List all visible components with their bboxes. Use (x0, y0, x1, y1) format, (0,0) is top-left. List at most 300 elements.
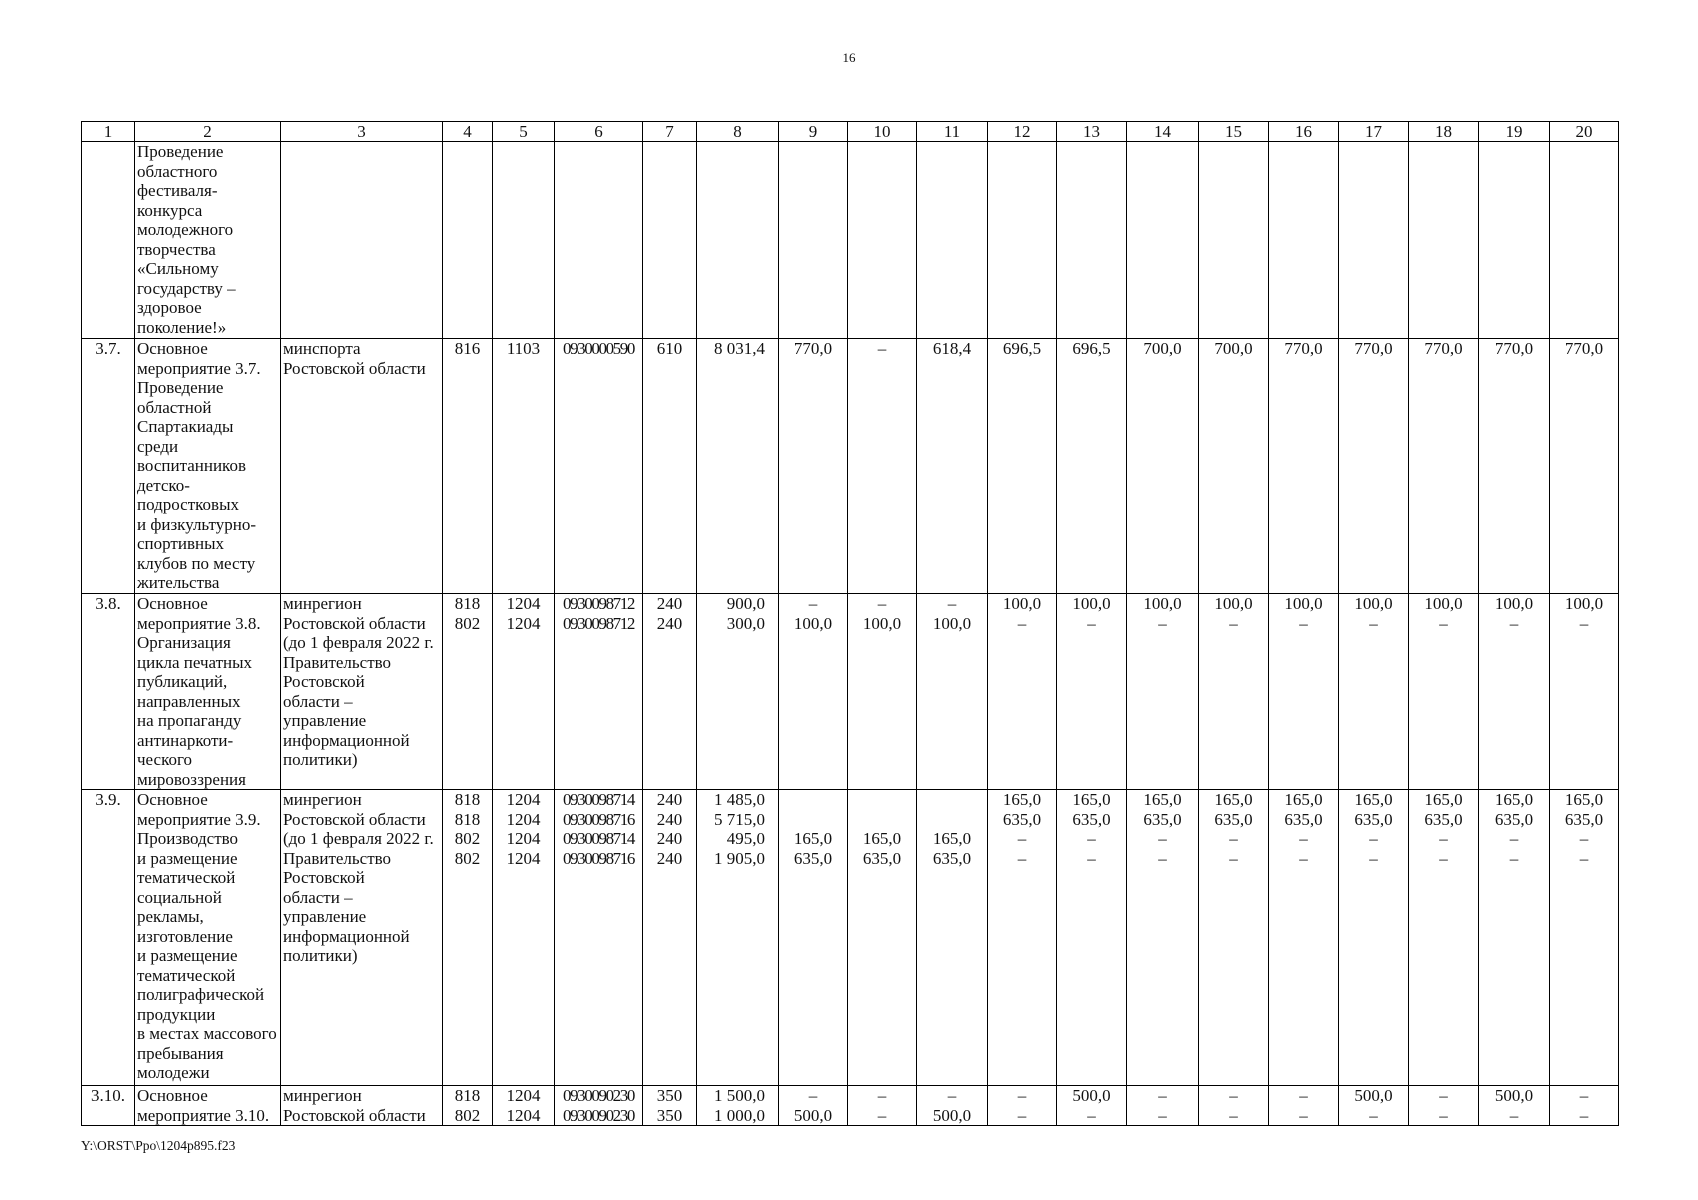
table-row (82, 1086, 1619, 1126)
cell-line: 100,0 (1564, 594, 1604, 613)
cell-col-10 (848, 142, 917, 339)
cell-line: 165,0 (793, 829, 833, 848)
cell-col-9 (779, 339, 848, 594)
cell-line: Ростовской области (283, 809, 426, 829)
cell-col-13 (1057, 790, 1127, 1086)
cell-col-1 (82, 1086, 135, 1126)
column-number-17: 17 (1339, 122, 1409, 142)
cell-line: 635,0 (1354, 809, 1393, 829)
column-number-18: 18 (1409, 122, 1479, 142)
cell-col-5 (493, 1086, 555, 1126)
cell-col-10 (848, 1086, 917, 1126)
cell-line: минспорта (283, 339, 361, 358)
cell-line: 3.8. (95, 594, 121, 613)
cell-col-7 (643, 594, 697, 790)
cell-line: Ростовской (283, 868, 365, 887)
cell-line: 0930098712 (562, 594, 634, 613)
cell-line: 100,0 (862, 613, 902, 633)
cell-line: – (877, 594, 887, 613)
cell-line: – (1579, 1105, 1589, 1125)
cell-line: фестиваля- (137, 181, 218, 200)
cell-line: и размещение (137, 946, 238, 965)
cell-line: 1204 (506, 1086, 541, 1105)
cell-col-4 (443, 339, 493, 594)
cell-col-20 (1550, 142, 1619, 339)
cell-line: Основное (137, 1086, 208, 1105)
cell-line: 100,0 (1284, 594, 1323, 613)
cell-line: 500,0 (793, 1105, 833, 1125)
cell-line: – (1229, 848, 1238, 868)
cell-line: – (1439, 829, 1448, 848)
cell-col-3 (281, 790, 443, 1086)
column-number-9: 9 (779, 122, 848, 142)
cell-line: – (1369, 1105, 1378, 1125)
cell-col-19 (1479, 1086, 1550, 1126)
cell-line: 1204 (506, 790, 541, 809)
column-number-15: 15 (1199, 122, 1269, 142)
cell-line: 1103 (506, 339, 541, 358)
cell-line: – (1229, 829, 1238, 848)
cell-col-2 (135, 142, 281, 339)
cell-col-10 (848, 594, 917, 790)
cell-line: Правительство (283, 848, 392, 868)
cell-line: мероприятие 3.10. (137, 1105, 270, 1125)
table-row (82, 594, 1619, 790)
cell-line: 165,0 (1564, 790, 1604, 809)
cell-col-18 (1409, 594, 1479, 790)
cell-line: минрегион (283, 790, 362, 809)
cell-col-1 (82, 142, 135, 339)
cell-col-8 (697, 142, 779, 339)
cell-line: – (1299, 829, 1308, 848)
cell-line: – (877, 1105, 887, 1125)
cell-col-11 (917, 1086, 988, 1126)
cell-col-14 (1127, 339, 1199, 594)
cell-line: клубов по месту (137, 553, 256, 573)
cell-line: 100,0 (1143, 594, 1182, 613)
cell-line: 3.9. (95, 790, 121, 809)
cell-line: Ростовской области (283, 358, 426, 378)
cell-col-17 (1339, 339, 1409, 594)
cell-line: – (1439, 1105, 1448, 1125)
table-body (82, 142, 1619, 1126)
cell-col-10 (848, 790, 917, 1086)
cell-line: 818 (454, 594, 481, 613)
cell-line: на пропаганду (137, 711, 242, 730)
cell-col-6 (555, 339, 643, 594)
cell-line: – (1158, 829, 1167, 848)
cell-col-17 (1339, 790, 1409, 1086)
cell-line: 5 715,0 (714, 809, 765, 829)
cell-line: 770,0 (1494, 339, 1534, 358)
cell-line: 500,0 (1072, 1086, 1111, 1105)
cell-line: – (1439, 848, 1448, 868)
cell-line: конкурса (137, 200, 203, 220)
cell-line: 3.10. (91, 1086, 125, 1105)
cell-col-16 (1269, 790, 1339, 1086)
cell-line: 1 000,0 (714, 1105, 765, 1125)
cell-line: области – (283, 887, 353, 907)
cell-line: – (1087, 1105, 1096, 1125)
column-number-3: 3 (281, 122, 443, 142)
cell-col-8 (697, 339, 779, 594)
cell-line: 0930098714 (562, 829, 634, 848)
cell-line: 240 (656, 829, 683, 848)
cell-col-2 (135, 594, 281, 790)
cell-col-15 (1199, 1086, 1269, 1126)
cell-line: 100,0 (1494, 594, 1534, 613)
cell-line: 165,0 (1002, 790, 1042, 809)
cell-line: – (1579, 848, 1589, 868)
cell-line: 0930090230 (562, 1105, 634, 1125)
cell-line: 165,0 (1494, 790, 1534, 809)
cell-line: Ростовской области (283, 613, 426, 633)
cell-col-11 (917, 594, 988, 790)
cell-col-18 (1409, 339, 1479, 594)
cell-line: рекламы, (137, 907, 204, 926)
cell-col-10 (848, 339, 917, 594)
cell-line: – (1369, 848, 1378, 868)
cell-line: управление (283, 711, 367, 730)
cell-line: – (1087, 613, 1096, 633)
cell-line: 1 905,0 (714, 848, 765, 868)
cell-col-4 (443, 142, 493, 339)
cell-line: 100,0 (1354, 594, 1393, 613)
cell-col-4 (443, 790, 493, 1086)
cell-line: ческого (137, 750, 193, 769)
cell-col-20 (1550, 594, 1619, 790)
cell-col-17 (1339, 1086, 1409, 1126)
cell-line: – (1299, 848, 1308, 868)
cell-line: молодежи (137, 1063, 210, 1082)
cell-line: Основное (137, 339, 208, 358)
cell-line: – (877, 339, 887, 358)
cell-line: – (1579, 613, 1589, 633)
cell-line: поколение!» (137, 317, 227, 337)
cell-line: 0930098716 (562, 848, 634, 868)
cell-line: 802 (454, 613, 481, 633)
cell-line (917, 810, 987, 830)
cell-line: – (1087, 829, 1096, 848)
cell-col-4 (443, 1086, 493, 1126)
cell-col-13 (1057, 1086, 1127, 1126)
cell-line: изготовление (137, 926, 233, 946)
table-row (82, 339, 1619, 594)
cell-col-6 (555, 594, 643, 790)
header-row (82, 122, 1619, 142)
cell-line: Проведение (137, 142, 224, 161)
cell-col-16 (1269, 339, 1339, 594)
cell-line: 0930090230 (562, 1086, 634, 1105)
cell-line: 100,0 (932, 613, 972, 633)
cell-line: 500,0 (1354, 1086, 1393, 1105)
cell-line: – (1369, 829, 1378, 848)
cell-line: – (947, 594, 957, 613)
cell-line: 300,0 (726, 613, 765, 633)
cell-line: 495,0 (726, 829, 765, 848)
cell-col-3 (281, 1086, 443, 1126)
cell-line: направленных (137, 691, 241, 711)
cell-col-9 (779, 790, 848, 1086)
cell-line (779, 790, 847, 810)
table-header (82, 122, 1619, 142)
cell-line: 635,0 (1002, 809, 1042, 829)
cell-col-13 (1057, 339, 1127, 594)
cell-line: 618,4 (932, 339, 972, 358)
cell-col-11 (917, 142, 988, 339)
column-number-10: 10 (848, 122, 917, 142)
cell-line: – (1229, 1105, 1238, 1125)
cell-line: – (1017, 829, 1027, 848)
cell-col-6 (555, 790, 643, 1086)
cell-col-7 (643, 1086, 697, 1126)
cell-col-13 (1057, 594, 1127, 790)
cell-line: – (1509, 829, 1519, 848)
cell-line: 610 (656, 339, 683, 358)
cell-col-20 (1550, 790, 1619, 1086)
cell-line: 1204 (506, 829, 541, 848)
cell-line: Ростовской области (283, 1105, 426, 1125)
cell-line: воспитанников (137, 456, 246, 475)
cell-line: – (877, 1086, 887, 1105)
cell-line: Спартакиады (137, 417, 234, 436)
cell-line: 696,5 (1002, 339, 1042, 358)
cell-line: 635,0 (1284, 809, 1323, 829)
cell-line: минрегион (283, 594, 362, 613)
cell-line: – (1158, 1105, 1167, 1125)
cell-line: здоровое (137, 298, 202, 317)
cell-line: 635,0 (1214, 809, 1253, 829)
cell-line: – (1017, 848, 1027, 868)
cell-col-14 (1127, 594, 1199, 790)
cell-col-19 (1479, 142, 1550, 339)
cell-col-2 (135, 1086, 281, 1126)
cell-line: спортивных (137, 534, 224, 553)
cell-line: – (1299, 1105, 1308, 1125)
cell-line: 100,0 (793, 613, 833, 633)
cell-col-16 (1269, 594, 1339, 790)
column-number-13: 13 (1057, 122, 1127, 142)
cell-line: управление (283, 907, 367, 926)
cell-line: – (1509, 848, 1519, 868)
cell-line: 802 (454, 848, 481, 868)
cell-line: 165,0 (1284, 790, 1323, 809)
cell-col-5 (493, 594, 555, 790)
cell-line: 240 (656, 848, 683, 868)
cell-line: 0930098712 (562, 613, 634, 633)
cell-line: 818 (454, 790, 481, 809)
cell-line: 165,0 (1143, 790, 1182, 809)
cell-line: – (808, 594, 818, 613)
cell-col-15 (1199, 594, 1269, 790)
cell-line: 165,0 (1072, 790, 1111, 809)
cell-line: 900,0 (726, 594, 765, 613)
cell-col-2 (135, 790, 281, 1086)
cell-line: тематической (137, 965, 236, 985)
cell-line: 3.7. (95, 339, 121, 358)
cell-col-12 (988, 594, 1057, 790)
cell-line: 100,0 (1002, 594, 1042, 613)
cell-line: 1204 (506, 848, 541, 868)
cell-col-8 (697, 594, 779, 790)
cell-line: Правительство (283, 652, 392, 672)
cell-col-7 (643, 339, 697, 594)
cell-col-2 (135, 339, 281, 594)
cell-line: среди (137, 436, 179, 456)
cell-col-8 (697, 790, 779, 1086)
cell-line: – (1439, 613, 1448, 633)
cell-line: в местах массового (137, 1024, 277, 1043)
cell-line: 1204 (506, 594, 541, 613)
column-number-16: 16 (1269, 122, 1339, 142)
cell-line: 635,0 (1564, 809, 1604, 829)
cell-line: 770,0 (1564, 339, 1604, 358)
column-number-14: 14 (1127, 122, 1199, 142)
cell-col-14 (1127, 1086, 1199, 1126)
cell-line: – (1509, 1105, 1519, 1125)
cell-line: Производство (137, 829, 239, 848)
cell-line (917, 790, 987, 810)
cell-line: 635,0 (1494, 809, 1534, 829)
cell-line: тематической (137, 868, 236, 887)
cell-line: – (1299, 613, 1308, 633)
cell-line: и физкультурно- (137, 514, 256, 534)
cell-line: 100,0 (1072, 594, 1111, 613)
cell-line: 635,0 (862, 848, 902, 868)
column-number-11: 11 (917, 122, 988, 142)
cell-col-7 (643, 142, 697, 339)
cell-col-5 (493, 790, 555, 1086)
cell-line: 165,0 (862, 829, 902, 848)
cell-line: – (1158, 1086, 1167, 1105)
cell-line: Ростовской (283, 672, 365, 691)
cell-col-12 (988, 790, 1057, 1086)
cell-line: продукции (137, 1004, 216, 1024)
cell-col-17 (1339, 142, 1409, 339)
cell-line: 240 (656, 594, 683, 613)
cell-col-14 (1127, 790, 1199, 1086)
cell-line: 500,0 (1494, 1086, 1534, 1105)
cell-line: 350 (656, 1105, 683, 1125)
cell-line: 770,0 (793, 339, 833, 358)
cell-line: 165,0 (1354, 790, 1393, 809)
cell-line: 635,0 (932, 848, 972, 868)
cell-line: 635,0 (1424, 809, 1463, 829)
cell-col-14 (1127, 142, 1199, 339)
cell-col-1 (82, 339, 135, 594)
cell-col-9 (779, 1086, 848, 1126)
cell-line: жительства (137, 573, 220, 592)
cell-line: Основное (137, 790, 208, 809)
cell-line: антинаркоти- (137, 730, 234, 750)
budget-table (81, 121, 1619, 1126)
column-number-6: 6 (555, 122, 643, 142)
cell-col-6 (555, 142, 643, 339)
cell-line: «Сильному (137, 259, 219, 278)
cell-col-3 (281, 594, 443, 790)
cell-line: 100,0 (1214, 594, 1253, 613)
cell-col-9 (779, 142, 848, 339)
column-number-19: 19 (1479, 122, 1550, 142)
cell-line: Основное (137, 594, 208, 613)
column-number-1: 1 (82, 122, 135, 142)
table-row (82, 790, 1619, 1086)
cell-col-15 (1199, 790, 1269, 1086)
cell-col-20 (1550, 339, 1619, 594)
cell-line: политики) (283, 946, 358, 965)
cell-line: молодежного (137, 220, 234, 239)
cell-col-13 (1057, 142, 1127, 339)
cell-line: минрегион (283, 1086, 362, 1105)
cell-line: Проведение (137, 378, 224, 397)
cell-line: – (947, 1086, 957, 1105)
cell-line: 0930000590 (562, 339, 634, 358)
cell-line: – (808, 1086, 818, 1105)
cell-line: публикаций, (137, 672, 228, 691)
cell-col-19 (1479, 339, 1550, 594)
cell-line: 0930098716 (562, 809, 634, 829)
cell-line: 816 (454, 339, 481, 358)
column-number-12: 12 (988, 122, 1057, 142)
cell-line: 700,0 (1214, 339, 1253, 358)
cell-col-12 (988, 1086, 1057, 1126)
column-number-5: 5 (493, 122, 555, 142)
cell-line: 350 (656, 1086, 683, 1105)
column-number-7: 7 (643, 122, 697, 142)
cell-line: 0930098714 (562, 790, 634, 809)
cell-line: полиграфической (137, 985, 265, 1004)
cell-col-3 (281, 339, 443, 594)
cell-col-4 (443, 594, 493, 790)
cell-line: и размещение (137, 848, 238, 868)
cell-line: пребывания (137, 1043, 224, 1063)
cell-line: – (1439, 1086, 1448, 1105)
cell-line: 635,0 (1072, 809, 1111, 829)
table-row (82, 142, 1619, 339)
cell-line: 500,0 (932, 1105, 972, 1125)
cell-col-8 (697, 1086, 779, 1126)
cell-line: 770,0 (1424, 339, 1463, 358)
cell-line: 240 (656, 809, 683, 829)
cell-col-18 (1409, 1086, 1479, 1126)
cell-col-1 (82, 790, 135, 1086)
cell-line: 1 485,0 (714, 790, 765, 809)
cell-col-1 (82, 594, 135, 790)
cell-line: – (1017, 1086, 1027, 1105)
cell-line: 165,0 (1214, 790, 1253, 809)
column-number-2: 2 (135, 122, 281, 142)
cell-line: 1204 (506, 809, 541, 829)
cell-line: социальной (137, 887, 222, 907)
cell-line: 635,0 (793, 848, 833, 868)
cell-col-11 (917, 790, 988, 1086)
cell-col-19 (1479, 594, 1550, 790)
cell-line: 165,0 (1424, 790, 1463, 809)
cell-col-19 (1479, 790, 1550, 1086)
cell-line: 770,0 (1284, 339, 1323, 358)
cell-line: – (1509, 613, 1519, 633)
cell-col-18 (1409, 790, 1479, 1086)
cell-line: – (1229, 1086, 1238, 1105)
cell-line: мировоззрения (137, 769, 246, 789)
cell-line: – (1369, 613, 1378, 633)
cell-line: 635,0 (1143, 809, 1182, 829)
cell-col-5 (493, 339, 555, 594)
cell-line: 802 (454, 829, 481, 848)
cell-line: Организация (137, 633, 231, 652)
cell-line: 240 (656, 790, 683, 809)
cell-col-9 (779, 594, 848, 790)
